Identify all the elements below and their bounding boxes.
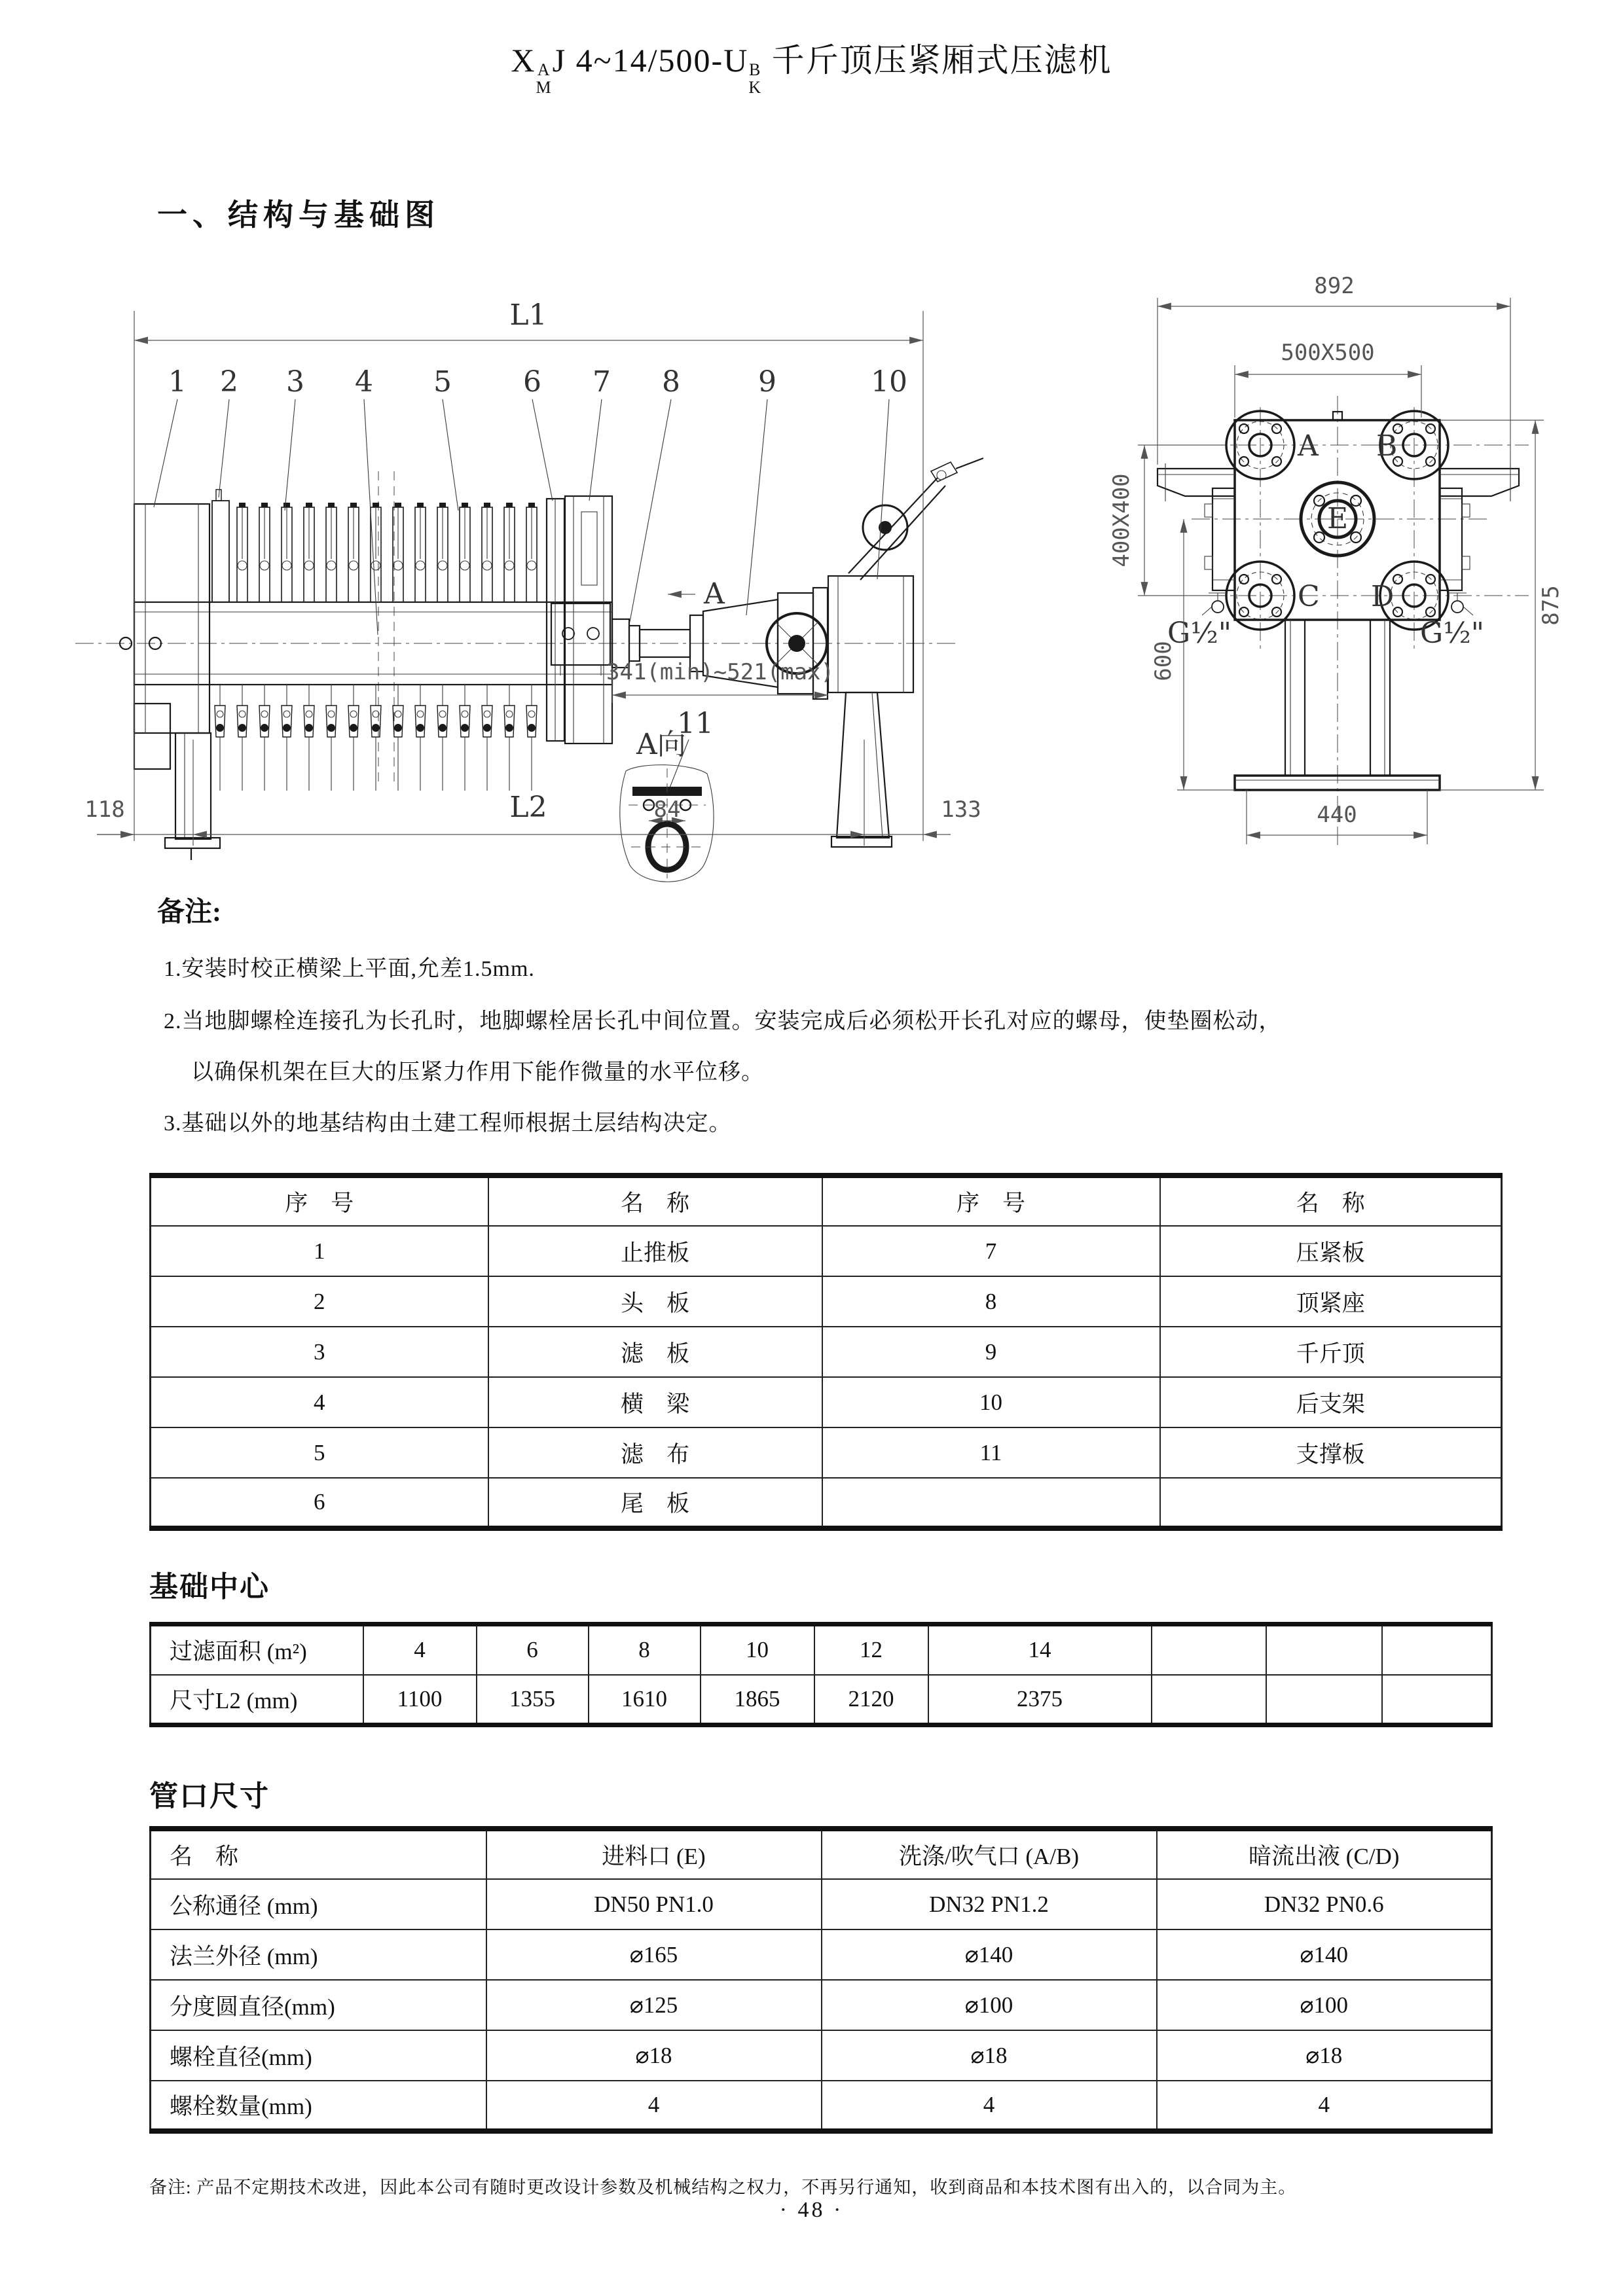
pipe-cell: ⌀18	[486, 2030, 822, 2081]
parts-cell: 滤 布	[488, 1427, 822, 1478]
dim-label-l2: L2	[509, 791, 547, 824]
foundation-cell: 14	[928, 1624, 1152, 1675]
dim-label-stroke: 341(min)~521(max)	[606, 659, 834, 685]
dim-label-875: 875	[1538, 585, 1564, 626]
pipe-row	[151, 1929, 1492, 1980]
foundation-cell: 1100	[363, 1675, 477, 1725]
pipe-cell: 螺栓直径(mm)	[151, 2030, 486, 2081]
foundation-cell: 2120	[814, 1675, 928, 1725]
parts-row	[151, 1478, 1502, 1528]
parts-row	[151, 1377, 1502, 1427]
notes-heading: 备注:	[157, 897, 221, 927]
part-callouts	[154, 365, 907, 635]
parts-cell: 1	[151, 1226, 488, 1276]
pipe-header-name: 名 称	[151, 1829, 486, 1879]
dim-label-440: 440	[1317, 802, 1357, 828]
title-sub-1: M	[536, 77, 553, 97]
callout-3: 3	[286, 365, 304, 399]
dim-label-l1: L1	[509, 298, 547, 332]
parts-cell: 支撑板	[1160, 1427, 1502, 1478]
parts-cell: 千斤顶	[1160, 1327, 1502, 1377]
foundation-cell	[1152, 1624, 1266, 1675]
pipe-cell: ⌀100	[1157, 1980, 1492, 2030]
callout-7: 7	[593, 365, 611, 399]
flange-label-a: A	[1298, 429, 1319, 463]
title-machine-name: 千斤顶压紧厢式压滤机	[762, 42, 1112, 79]
foundation-cell	[1266, 1675, 1382, 1725]
foundation-cell: 4	[363, 1624, 477, 1675]
dim-label-600: 600	[1150, 641, 1176, 681]
rear-support	[828, 576, 913, 847]
foundation-cell: 12	[814, 1624, 928, 1675]
thrust-plate	[120, 504, 220, 860]
title-model-prefix: X	[511, 42, 536, 79]
tail-plate	[547, 499, 564, 741]
callout-8: 8	[662, 365, 680, 399]
parts-cell: 压紧板	[1160, 1226, 1502, 1276]
thread-label-right: G½"	[1419, 617, 1485, 650]
title-superscript-stack-1	[536, 62, 553, 96]
parts-cell: 2	[151, 1276, 488, 1327]
foundation-table	[149, 1622, 1493, 1727]
pipe-cell: ⌀18	[1157, 2030, 1492, 2081]
pipe-cell: 分度圆直径(mm)	[151, 1980, 486, 2030]
foundation-cell: 6	[477, 1624, 589, 1675]
pipe-heading: 管口尺寸	[149, 1780, 270, 1812]
jack-lever	[848, 458, 983, 580]
dim-label-118: 118	[84, 797, 125, 823]
dim-label-500x500: 500X500	[1281, 340, 1375, 366]
pipe-row	[151, 1980, 1492, 2030]
pipe-cell: 法兰外径 (mm)	[151, 1929, 486, 1980]
parts-header-seq-1: 序 号	[151, 1175, 488, 1226]
drain-cock-right	[1448, 593, 1473, 615]
pipe-header-feed: 进料口 (E)	[486, 1829, 822, 1879]
pipe-cell: DN50 PN1.0	[486, 1879, 822, 1929]
foundation-l2-row	[151, 1675, 1492, 1725]
parts-cell: 3	[151, 1327, 488, 1377]
note-line-2-cont: 以确保机架在巨大的压紧力作用下能作微量的水平位移。	[191, 1060, 764, 1085]
flange-label-d: D	[1371, 580, 1395, 613]
parts-cell	[822, 1478, 1160, 1528]
foundation-cell: 2375	[928, 1675, 1152, 1725]
structure-side-view-drawing	[65, 281, 989, 956]
page-number: · 48 ·	[779, 2198, 844, 2222]
flange-label-b: B	[1376, 429, 1398, 463]
foundation-cell: 1865	[701, 1675, 814, 1725]
parts-row	[151, 1427, 1502, 1478]
foundation-cell: 8	[589, 1624, 701, 1675]
parts-header-row	[151, 1175, 1502, 1226]
pipe-header-wash: 洗涤/吹气口 (A/B)	[822, 1829, 1157, 1879]
filter-plate-pack	[237, 503, 537, 602]
foundation-l2-label: 尺寸L2 (mm)	[151, 1675, 363, 1725]
detail-view-label: A向	[636, 728, 686, 761]
parts-cell: 尾 板	[488, 1478, 822, 1528]
foundation-end-view-drawing	[1106, 268, 1611, 870]
foundation-cell: 10	[701, 1624, 814, 1675]
pipe-cell: DN32 PN1.2	[822, 1879, 1157, 1929]
view-a-arrow-label: A	[704, 577, 725, 611]
parts-cell: 6	[151, 1478, 488, 1528]
thread-label-left: G½"	[1167, 617, 1232, 650]
parts-cell: 11	[822, 1427, 1160, 1478]
note-line-2: 2.当地脚螺栓连接孔为长孔时，地脚螺栓居长孔中间位置。安装完成后必须松开长孔对应的螺母，使垫圈松动，	[164, 1009, 1282, 1033]
parts-header-name-1: 名 称	[488, 1175, 822, 1226]
pipe-cell: DN32 PN0.6	[1157, 1879, 1492, 1929]
footer-disclaimer: 备注: 产品不定期技术改进，因此本公司有随时更改设计参数及机械结构之权力，不再另行通知，收到商品和本技术图有出入的，以合同为主。	[149, 2178, 1297, 2197]
jack-seat-bracket	[551, 603, 610, 675]
foundation-cell: 1355	[477, 1675, 589, 1725]
pipe-row	[151, 1879, 1492, 1929]
parts-cell: 后支架	[1160, 1377, 1502, 1427]
title-model-mid: J 4~14/500-U	[552, 42, 749, 79]
foundation-cell	[1382, 1624, 1492, 1675]
parts-cell: 顶紧座	[1160, 1276, 1502, 1327]
parts-row	[151, 1327, 1502, 1377]
callout-1: 1	[168, 365, 187, 399]
parts-cell: 7	[822, 1226, 1160, 1276]
dim-label-133: 133	[941, 797, 981, 823]
dim-label-400x400: 400X400	[1108, 473, 1135, 567]
callout-11: 11	[677, 707, 714, 740]
pipe-cell: ⌀125	[486, 1980, 822, 2030]
filter-cloth-hangers	[215, 685, 537, 791]
flange-label-c: C	[1298, 580, 1320, 613]
title-sup-1: A	[537, 60, 551, 79]
foundation-cell: 1610	[589, 1675, 701, 1725]
title-sup-2: B	[749, 60, 762, 79]
support-plate-detail	[620, 765, 714, 882]
note-line-1: 1.安装时校正横梁上平面,允差1.5mm.	[164, 957, 535, 981]
callout-10: 10	[871, 365, 907, 399]
parts-table	[149, 1173, 1503, 1531]
callout-9: 9	[758, 365, 776, 399]
title-sub-2: K	[748, 77, 763, 97]
pipe-cell: 4	[822, 2081, 1157, 2131]
parts-cell: 滤 板	[488, 1327, 822, 1377]
pressing-plate	[565, 496, 612, 744]
foundation-cell	[1152, 1675, 1266, 1725]
head-plate	[212, 490, 229, 602]
parts-cell: 5	[151, 1427, 488, 1478]
pipe-row	[151, 2081, 1492, 2131]
parts-cell	[1160, 1478, 1502, 1528]
pipe-cell: 公称通径 (mm)	[151, 1879, 486, 1929]
callout-5: 5	[433, 365, 452, 399]
pipe-row	[151, 2030, 1492, 2081]
parts-row	[151, 1226, 1502, 1276]
title-superscript-stack-2	[748, 62, 762, 96]
parts-cell: 4	[151, 1377, 488, 1427]
parts-header-name-2: 名 称	[1160, 1175, 1502, 1226]
pipe-table	[149, 1826, 1493, 2134]
foundation-cell	[1382, 1675, 1492, 1725]
pipe-cell: ⌀140	[822, 1929, 1157, 1980]
pipe-cell: ⌀100	[822, 1980, 1157, 2030]
pipe-cell: ⌀18	[822, 2030, 1157, 2081]
parts-cell: 10	[822, 1377, 1160, 1427]
parts-cell: 止推板	[488, 1226, 822, 1276]
parts-header-seq-2: 序 号	[822, 1175, 1160, 1226]
page-title	[0, 34, 1623, 96]
foundation-area-row	[151, 1624, 1492, 1675]
parts-cell: 头 板	[488, 1276, 822, 1327]
section-heading: 一、结构与基础图	[157, 198, 440, 232]
pipe-cell: 4	[1157, 2081, 1492, 2131]
pipe-cell: ⌀165	[486, 1929, 822, 1980]
foundation-heading: 基础中心	[149, 1571, 270, 1603]
flange-label-e: E	[1326, 502, 1349, 535]
parts-cell: 9	[822, 1327, 1160, 1377]
callout-2: 2	[220, 365, 238, 399]
drain-cock-left	[1202, 593, 1227, 615]
pipe-cell: ⌀140	[1157, 1929, 1492, 1980]
note-line-3: 3.基础以外的地基结构由土建工程师根据土层结构决定。	[164, 1111, 732, 1136]
detail-dim-label: 84	[653, 797, 681, 823]
pipe-header-outlet: 暗流出液 (C/D)	[1157, 1829, 1492, 1879]
parts-cell: 横 梁	[488, 1377, 822, 1427]
parts-row	[151, 1276, 1502, 1327]
foundation-cell	[1266, 1624, 1382, 1675]
callout-4: 4	[355, 365, 373, 399]
dim-label-892: 892	[1314, 273, 1355, 299]
pipe-header-row	[151, 1829, 1492, 1879]
callout-6: 6	[523, 365, 541, 399]
parts-cell: 8	[822, 1276, 1160, 1327]
pipe-cell: 4	[486, 2081, 822, 2131]
pipe-cell: 螺栓数量(mm)	[151, 2081, 486, 2131]
foundation-area-label: 过滤面积 (m²)	[151, 1624, 363, 1675]
